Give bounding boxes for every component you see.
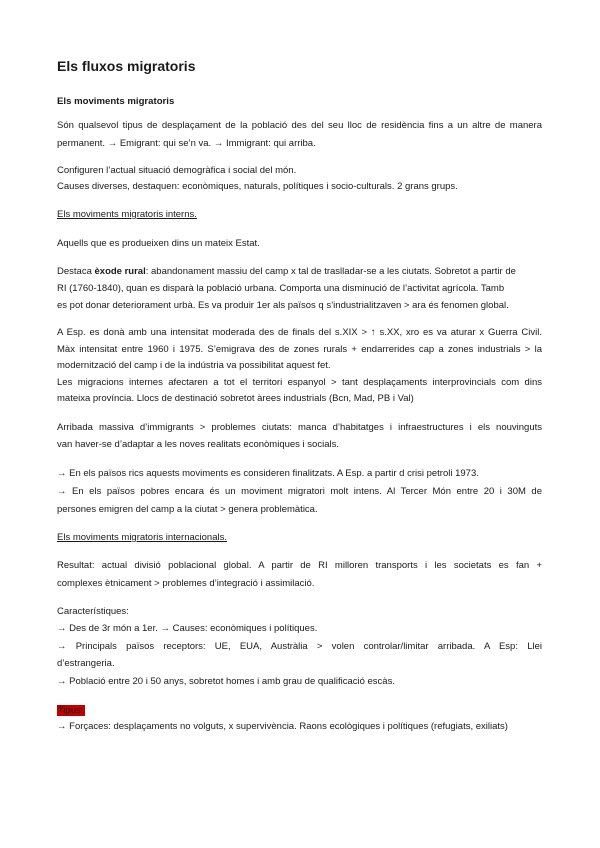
paragraph-line: Aquells que es produeixen dins un mateix Estat. [57,238,260,249]
paragraph-line: Característiques: [57,606,129,617]
paragraph-line [57,264,542,279]
paragraph-line: Les migracions internes afectaren a tot el territori espanyol > tant desplaçaments interprovincials com dins [57,377,542,388]
exode-rural-term: èxode rural [94,266,146,277]
paragraph-line: Configuren l’actual situació demogràfica i social del món. [57,165,297,176]
paragraph-line: → Principals països receptors: UE, EUA, Austràlia > volen controlar/limitar arribada. A Esp: Llei [57,641,542,652]
paragraph-line: es pot donar deteriorament urbà. Es va produir 1er als països q s’industrialitzaven > ara és fenomen global. [57,300,509,311]
paragraph-line: modernització del camp i de la indústria va possibilitat aquest fet. [57,360,331,371]
paragraph-line: RI (1760-1840), quan es disparà la població urbana. Comporta una disminució de l’activitat agrícola. Tamb [57,283,505,294]
exode-prefix: Destaca [57,266,92,277]
paragraph-line: permanent. → Emigrant: qui se’n va. → Immigrant: qui arriba. [57,138,316,149]
types-label-line [57,703,542,718]
paragraph-line: Són qualsevol tipus de desplaçament de la població des del seu lloc de residència fins a un altre de manera [57,120,542,131]
paragraph-line: → En els països rics aquests moviments es consideren finalitzats. A Esp. a partir d crisi petroli 1973. [57,468,479,479]
paragraph-line: → Població entre 20 i 50 anys, sobretot homes i amb grau de qualificació escàs. [57,676,395,687]
paragraph-line: d’estrangeria. [57,658,115,669]
section-heading-internal-migrations: Els moviments migratoris interns. [57,209,197,220]
paragraph-line: A Esp. es donà amb una intensitat moderada des de finals del s.XIX > ↑ s.XX, xro es va aturar x Guerra Civil. [57,327,542,338]
types-label: Tipus: [58,705,84,716]
paragraph-line: Resultat: actual divisió poblacional global. A partir de RI milloren transports i les societats es fan + [57,560,542,571]
paragraph-line: Arribada massiva d’immigrants > problemes ciutats: manca d’habitatges i infraestructures i els nouvinguts [57,422,542,433]
section-heading-international-migrations: Els moviments migratoris internacionals. [57,532,228,543]
page-title: Els fluxos migratoris [57,58,196,74]
paragraph-line: → Forçaces: desplaçaments no volguts, x supervivència. Raons ecològiques i polítiques (refugiats, exiliats) [57,721,508,732]
paragraph-line: → Des de 3r món a 1er. → Causes: econòmiques i polítiques. [57,623,318,634]
paragraph-line: → En els països pobres encara és un moviment migratori molt intens. Al Tercer Món entre 20 i 30M de [57,486,542,497]
paragraph-line: Màx intensitat entre 1960 i 1975. S’emigrava des de zones rurals + endarrerides cap a zones industrials > la [57,344,542,355]
paragraph-line: complexes ètnicament > problemes d’integració i assimilació. [57,578,315,589]
paragraph-line: mateixa província. Llocs de destinació sobretot àrees industrials (Bcn, Mad, PB i Val) [57,393,414,404]
paragraph-line: Causes diverses, destaquen: econòmiques, naturals, polítiques i socio-culturals. 2 grans grups. [57,181,458,192]
paragraph-line: van haver-se d’adaptar a les noves realitats econòmiques i socials. [57,439,339,450]
exode-rest: : abandonament massiu del camp x tal de traslladar-se a les ciutats. Sobretot a partir de [145,266,516,277]
section-heading-migratory-movements: Els moviments migratoris [57,96,175,107]
paragraph-line: persones emigren del camp a la ciutat > genera problemàtica. [57,504,318,515]
